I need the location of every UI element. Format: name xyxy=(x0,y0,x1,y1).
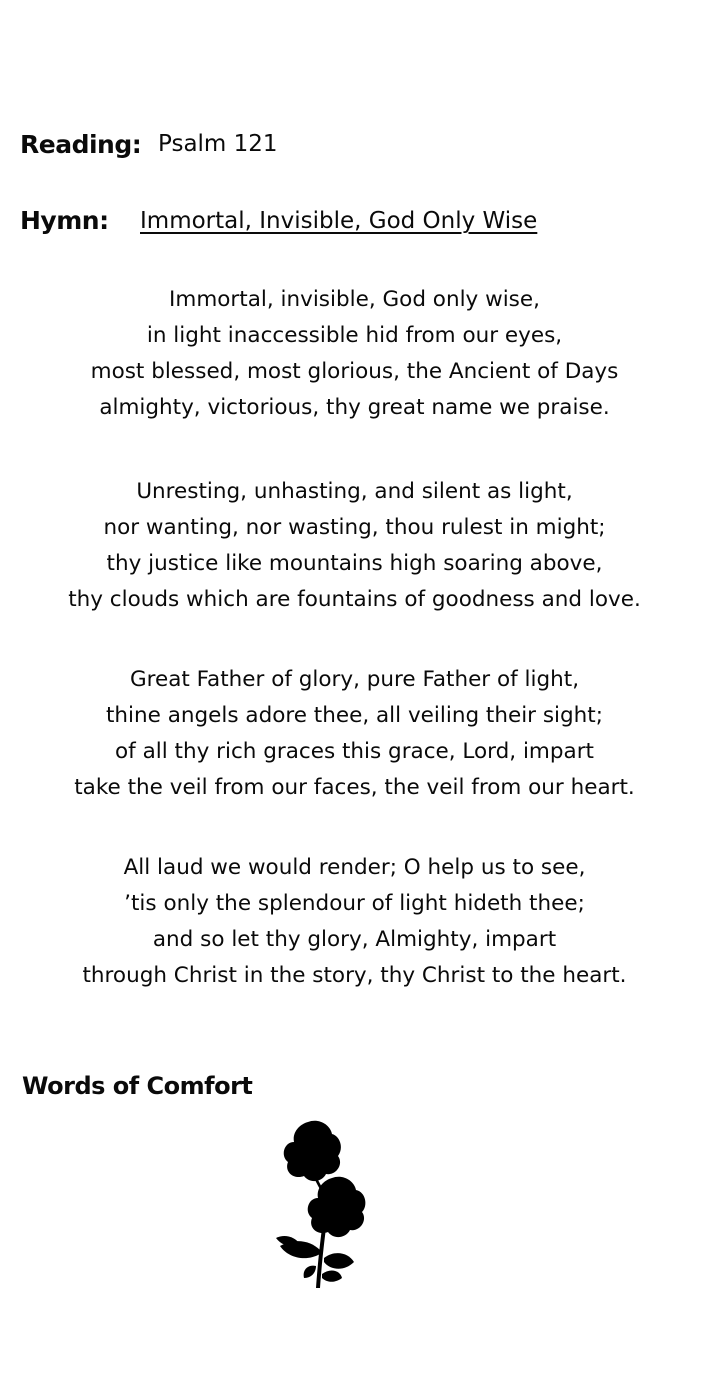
hymn-title: Immortal, Invisible, God Only Wise xyxy=(140,208,538,234)
verse-line: Immortal, invisible, God only wise, xyxy=(169,287,540,312)
verse-line: in light inaccessible hid from our eyes, xyxy=(146,323,563,348)
rose-icon xyxy=(270,1118,370,1290)
reading-value: Psalm 121 xyxy=(158,131,278,157)
verse-line: Great Father of glory, pure Father of light, xyxy=(129,667,580,692)
verse-line: almighty, victorious, thy great name we praise. xyxy=(99,395,610,420)
verse-line: take the veil from our faces, the veil from our heart. xyxy=(74,775,635,800)
verse-line: thy clouds which are fountains of goodness and love. xyxy=(68,587,641,612)
verse-1 xyxy=(0,282,709,426)
words-of-comfort-label: Words of Comfort xyxy=(22,1072,253,1100)
verse-line: and so let thy glory, Almighty, impart xyxy=(152,927,557,952)
verse-2 xyxy=(0,474,709,618)
verse-line: Unresting, unhasting, and silent as light, xyxy=(136,479,573,504)
verse-line: nor wanting, nor wasting, thou rulest in might; xyxy=(103,515,606,540)
verse-line: All laud we would render; O help us to see, xyxy=(123,855,586,880)
verse-line: thine angels adore thee, all veiling their sight; xyxy=(106,703,603,728)
verse-line: most blessed, most glorious, the Ancient of Days xyxy=(90,359,619,384)
verse-line: ’tis only the splendour of light hideth thee; xyxy=(124,891,585,916)
verse-4 xyxy=(0,850,709,994)
verse-line: thy justice like mountains high soaring above, xyxy=(106,551,603,576)
verse-line: through Christ in the story, thy Christ to the heart. xyxy=(82,963,627,988)
verse-line: of all thy rich graces this grace, Lord, impart xyxy=(115,739,594,764)
hymn-label: Hymn: xyxy=(20,206,109,235)
reading-label: Reading: xyxy=(20,130,142,159)
verse-3 xyxy=(0,662,709,806)
